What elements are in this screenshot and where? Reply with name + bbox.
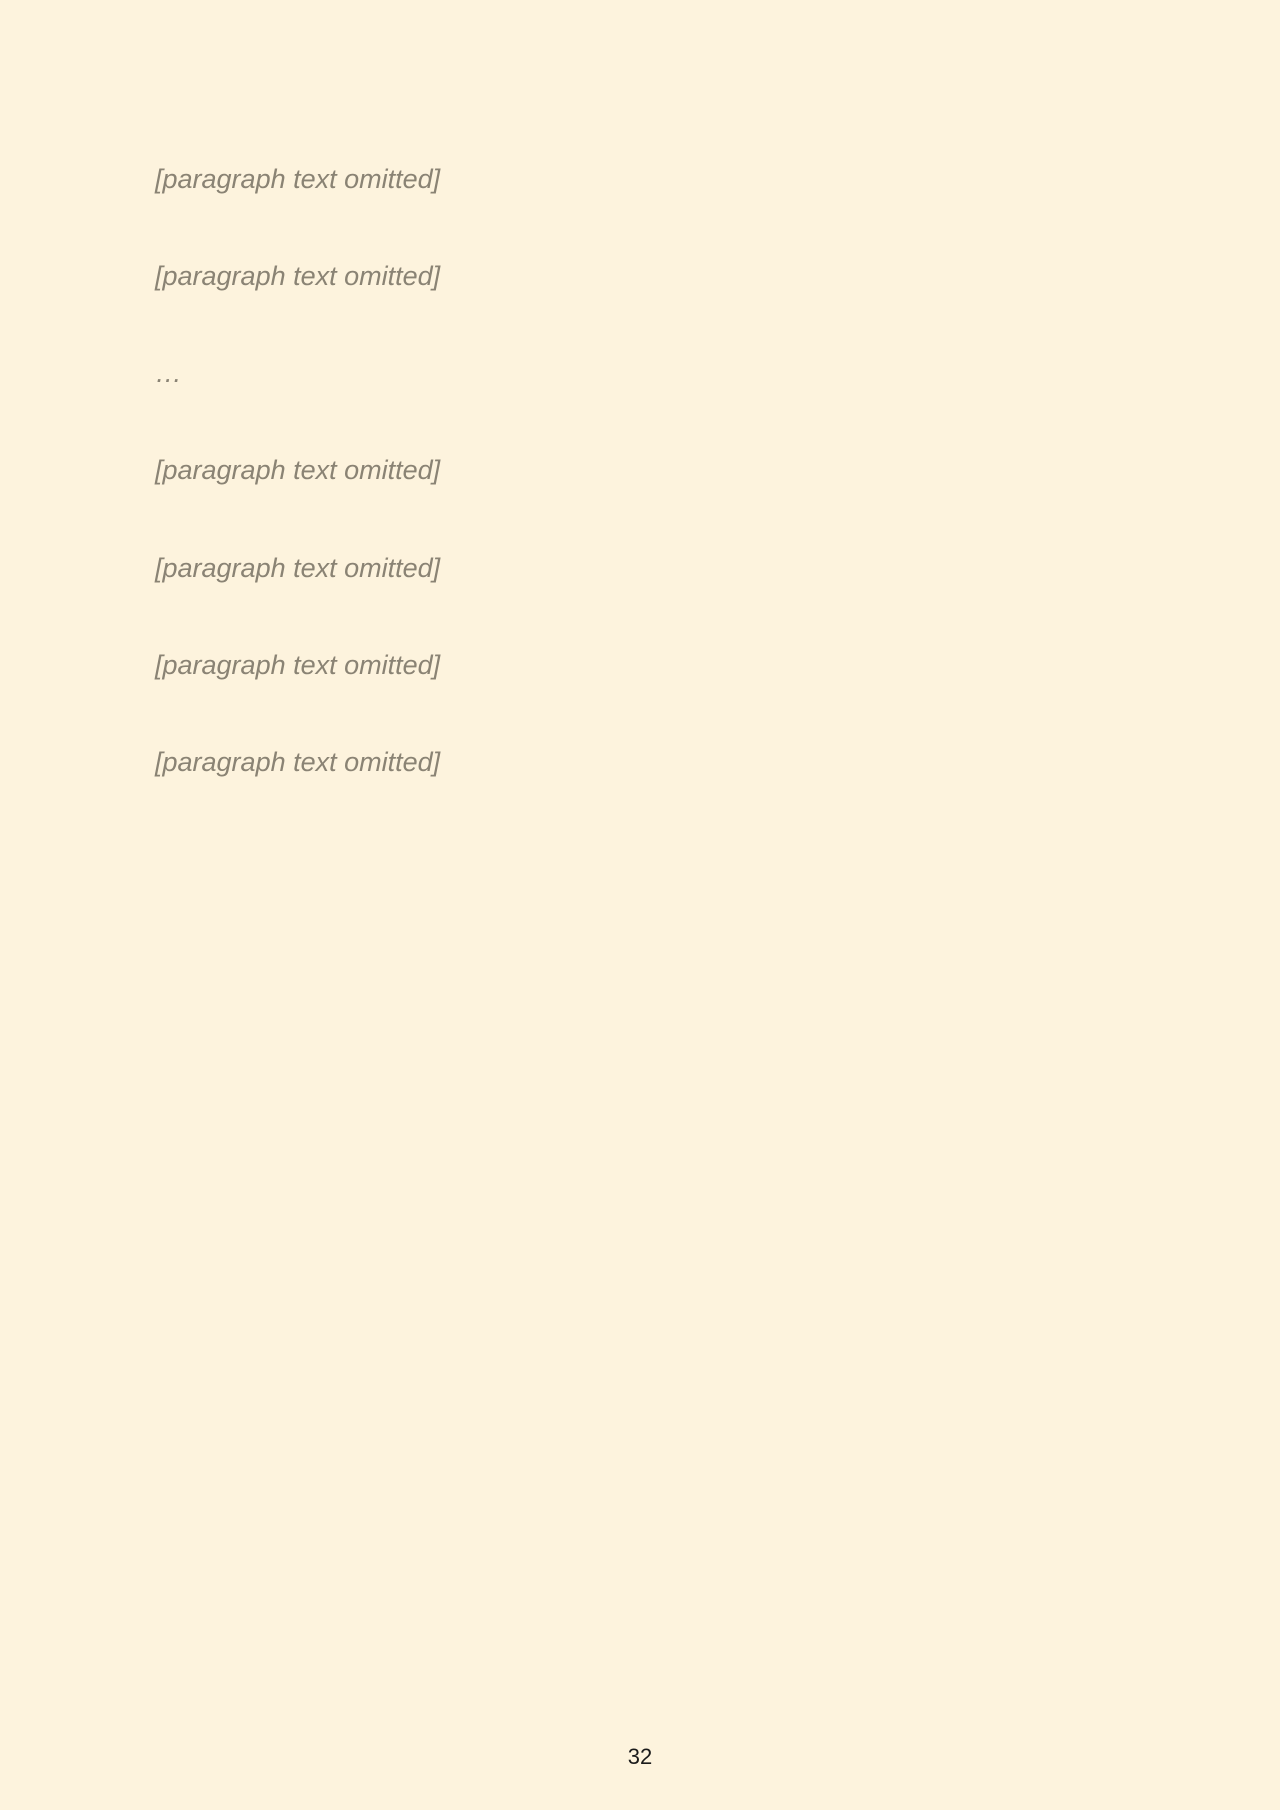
paragraph: [paragraph text omitted] — [155, 455, 441, 486]
body-text — [155, 160, 1125, 1744]
paragraph: … — [155, 358, 182, 389]
paragraph: [paragraph text omitted] — [155, 649, 441, 680]
paragraph: [paragraph text omitted] — [155, 552, 441, 583]
paragraph: [paragraph text omitted] — [155, 261, 441, 292]
paragraph: [paragraph text omitted] — [155, 746, 441, 777]
page-number: 32 — [627, 1744, 653, 1769]
paragraph: [paragraph text omitted] — [155, 164, 441, 194]
